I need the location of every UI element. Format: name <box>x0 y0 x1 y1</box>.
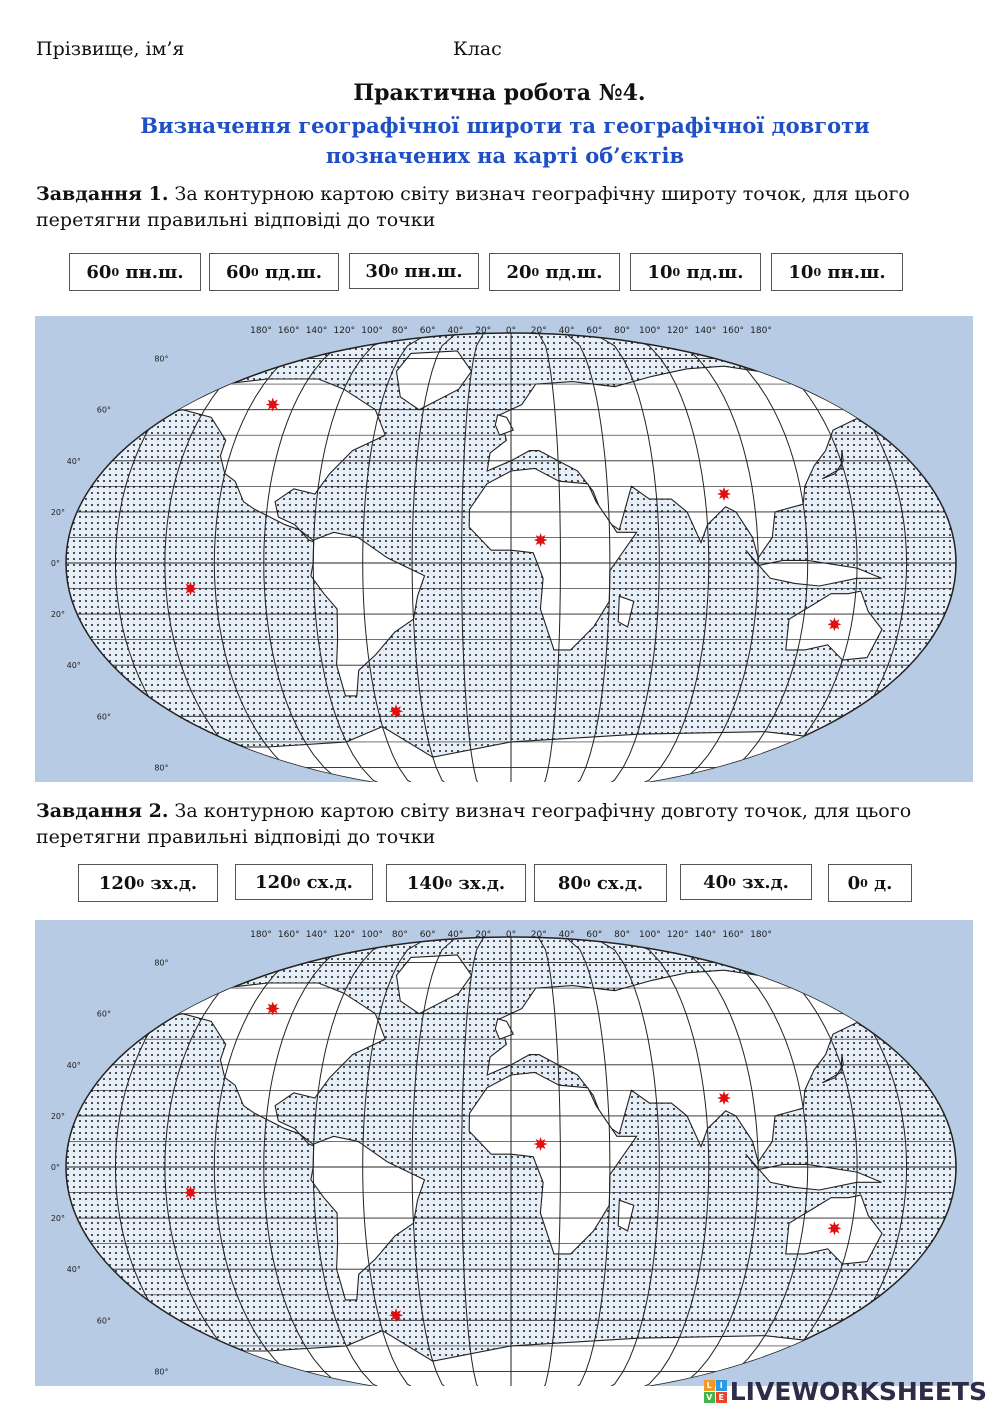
latitude-label: 80° <box>154 763 169 773</box>
degree-sign: 0 <box>728 875 736 889</box>
latitude-label: 40° <box>66 661 81 671</box>
longitude-label: 0° <box>505 930 517 940</box>
chip-suffix: зх.д. <box>735 871 789 893</box>
chip-value: 80 <box>557 872 583 894</box>
longitude-label: 20° <box>475 326 492 336</box>
degree-sign: 0 <box>390 264 399 278</box>
longitude-label: 120° <box>666 326 689 336</box>
latitude-label: 80° <box>154 958 169 968</box>
longitude-label: 80° <box>614 930 631 940</box>
chip-value: 140 <box>406 872 445 894</box>
longitude-answer-chip[interactable] <box>386 864 526 902</box>
longitude-label: 140° <box>305 326 328 336</box>
longitude-label: 120° <box>333 326 356 336</box>
task2-text: За контурною картою світу визнач географічну довготу точок, для цього перетягни правильні відповіді до точки <box>36 800 912 848</box>
latitude-answer-chip[interactable] <box>209 253 339 291</box>
chip-suffix: пн.ш. <box>821 261 886 283</box>
degree-sign: 0 <box>860 876 868 890</box>
longitude-label: 100° <box>361 326 383 336</box>
liveworksheets-logo <box>704 1377 987 1405</box>
degree-sign: 0 <box>111 265 120 279</box>
longitude-label: 160° <box>722 326 745 336</box>
latitude-label: 60° <box>96 1009 111 1019</box>
latitude-label: 60° <box>96 405 111 415</box>
longitude-label: 60° <box>419 326 436 336</box>
degree-sign: 0 <box>136 876 145 890</box>
longitude-label: 140° <box>694 326 717 336</box>
class-label: Клас <box>453 38 502 60</box>
longitude-label: 160° <box>277 930 300 940</box>
latitude-answer-chip[interactable] <box>771 253 903 291</box>
chip-suffix: пд.ш. <box>680 261 744 283</box>
chip-value: 60 <box>225 261 252 283</box>
latitude-label: 40° <box>66 456 81 466</box>
longitude-label: 20° <box>530 930 547 940</box>
longitude-label: 120° <box>333 930 356 940</box>
task1-instruction <box>36 181 966 233</box>
latitude-label: 60° <box>96 712 111 722</box>
surname-name-label: Прізвище, ім’я <box>36 38 185 60</box>
latitude-label: 60° <box>96 1316 111 1326</box>
logo-mark-icon: L I V E <box>704 1380 727 1403</box>
longitude-label: 20° <box>530 326 547 336</box>
chip-value: 60 <box>86 261 112 283</box>
task1-label: Завдання 1. <box>36 183 169 205</box>
chip-value: 120 <box>255 871 293 893</box>
chip-value: 40 <box>703 871 729 893</box>
longitude-answer-chip[interactable] <box>534 864 667 902</box>
subtitle-line-2: позначених на карті об’єктів <box>325 143 685 168</box>
longitude-label: 80° <box>391 326 408 336</box>
longitude-label: 140° <box>694 930 717 940</box>
degree-sign: 0 <box>251 265 259 279</box>
longitude-label: 100° <box>639 930 661 940</box>
chip-suffix: зх.д. <box>452 872 506 894</box>
longitude-label: 60° <box>586 326 603 336</box>
degree-sign: 0 <box>292 875 301 889</box>
chip-value: 10 <box>647 261 673 283</box>
longitude-label: 180° <box>750 930 772 940</box>
chip-suffix: пн.ш. <box>398 260 463 282</box>
longitude-label: 80° <box>391 930 408 940</box>
latitude-label: 20° <box>50 610 66 620</box>
degree-sign: 0 <box>444 876 453 890</box>
chip-suffix: сх.д. <box>300 871 353 893</box>
chip-value: 10 <box>788 261 814 283</box>
longitude-label: 40° <box>447 326 464 336</box>
logo-text: LIVEWORKSHEETS <box>729 1376 987 1406</box>
chip-value: 20 <box>506 261 532 283</box>
latitude-label: 20° <box>50 507 66 517</box>
latitude-answer-chip[interactable] <box>489 253 620 291</box>
chip-suffix: пн.ш. <box>119 261 184 283</box>
degree-sign: 0 <box>672 265 681 279</box>
chip-suffix: сх.д. <box>590 872 644 894</box>
latitude-label: 20° <box>50 1214 66 1224</box>
longitude-label: 120° <box>666 930 689 940</box>
longitude-answer-chip[interactable] <box>235 864 373 900</box>
latitude-label: 40° <box>66 1265 81 1275</box>
longitude-label: 180° <box>750 326 772 336</box>
longitude-label: 60° <box>586 930 603 940</box>
chip-suffix: зх.д. <box>144 872 198 894</box>
latitude-label: 20° <box>50 1111 66 1121</box>
degree-sign: 0 <box>531 265 540 279</box>
longitude-label: 20° <box>475 930 492 940</box>
longitude-label: 100° <box>639 326 661 336</box>
page-title: Практична робота №4. <box>353 80 646 106</box>
latitude-label: 40° <box>66 1060 81 1070</box>
task1-text: За контурною картою світу визнач географічну широту точок, для цього перетягни правильні відповіді до точки <box>36 183 910 231</box>
latitude-label: 0° <box>50 559 60 568</box>
chip-suffix: д. <box>867 872 893 894</box>
chip-value: 120 <box>98 872 137 894</box>
latitude-label: 0° <box>50 1163 60 1172</box>
longitude-label: 140° <box>305 930 328 940</box>
longitude-label: 180° <box>250 326 272 336</box>
world-map-task2 <box>35 920 973 1386</box>
world-map-task1 <box>35 316 973 782</box>
latitude-label: 80° <box>154 1367 169 1377</box>
longitude-label: 80° <box>614 326 631 336</box>
page-subtitle <box>60 111 950 171</box>
latitude-answer-chip[interactable] <box>349 253 479 289</box>
task2-label: Завдання 2. <box>36 800 169 822</box>
longitude-label: 40° <box>558 930 575 940</box>
degree-sign: 0 <box>582 876 591 890</box>
chip-suffix: пд.ш. <box>258 261 323 283</box>
latitude-answer-chip[interactable] <box>69 253 201 291</box>
subtitle-line-1: Визначення географічної широти та географічної довготи <box>140 113 870 138</box>
longitude-label: 0° <box>505 326 517 336</box>
longitude-label: 40° <box>447 930 464 940</box>
longitude-answer-chip[interactable] <box>828 864 912 902</box>
longitude-answer-chip[interactable] <box>680 864 812 900</box>
chip-value: 30 <box>365 260 391 282</box>
longitude-label: 160° <box>722 930 745 940</box>
task2-instruction <box>36 798 966 850</box>
longitude-label: 100° <box>361 930 383 940</box>
chip-value: 0 <box>847 872 861 894</box>
longitude-label: 180° <box>250 930 272 940</box>
latitude-label: 80° <box>154 354 169 364</box>
chip-suffix: пд.ш. <box>539 261 603 283</box>
longitude-label: 40° <box>558 326 575 336</box>
longitude-label: 60° <box>419 930 436 940</box>
degree-sign: 0 <box>813 265 822 279</box>
longitude-label: 160° <box>277 326 300 336</box>
latitude-answer-chip[interactable] <box>630 253 761 291</box>
longitude-answer-chip[interactable] <box>78 864 218 902</box>
